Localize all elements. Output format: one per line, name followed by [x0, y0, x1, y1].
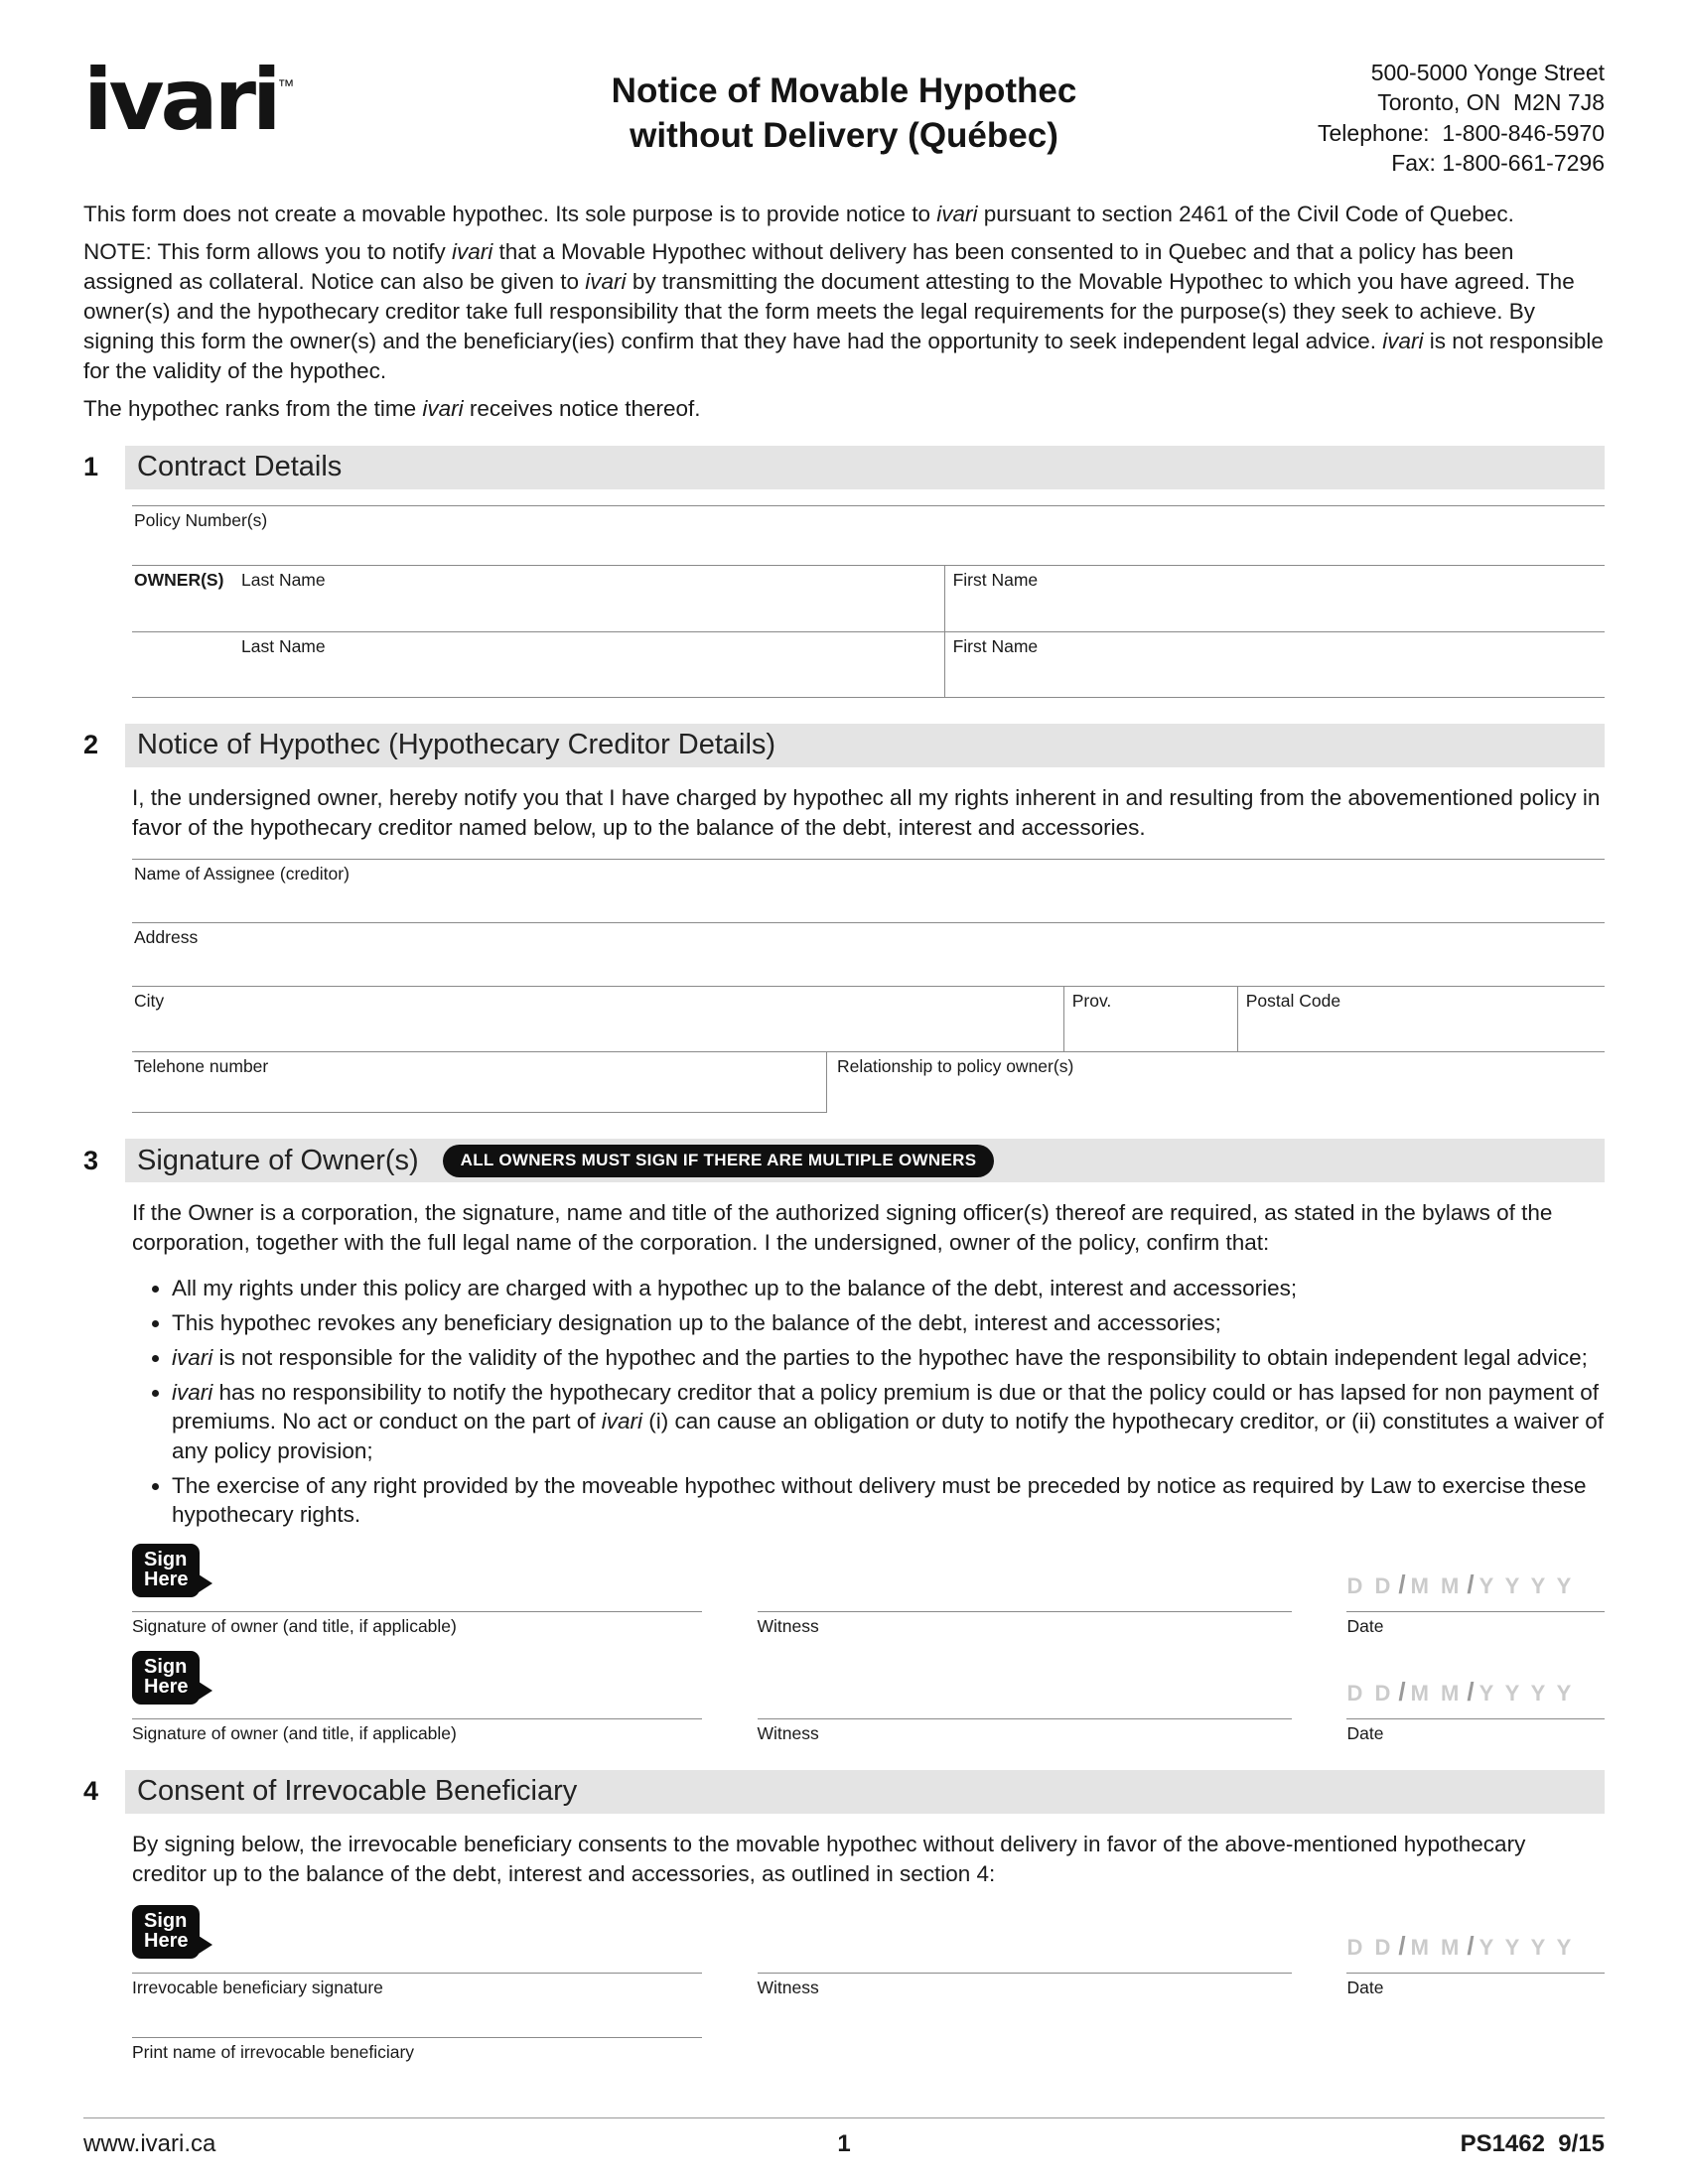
- assignee-name-label: Name of Assignee (creditor): [134, 864, 350, 885]
- section4-title: Consent of Irrevocable Beneficiary: [137, 1775, 578, 1808]
- owner-confirmation-list: [132, 1274, 1605, 1530]
- owner-signature-row-1: [132, 1544, 1605, 1637]
- beneficiary-signature-row: [132, 1905, 1605, 1998]
- date2-line[interactable]: [1346, 1709, 1605, 1719]
- owners-table: [132, 565, 1605, 698]
- section4-number: 4: [83, 1776, 99, 1807]
- date-placeholder: D D / M M / Y Y Y Y: [1346, 1569, 1575, 1599]
- section3-number: 3: [83, 1145, 99, 1175]
- section-consent-irrevocable-beneficiary: [83, 1770, 1605, 2063]
- telephone-relationship-row: [132, 1051, 1605, 1113]
- section-notice-of-hypothec: [83, 724, 1605, 1139]
- witness3-signature-line[interactable]: [758, 1964, 1292, 1974]
- print-name-block: [132, 2028, 702, 2063]
- city-field[interactable]: [132, 987, 1064, 1051]
- bullet-rights-charged: • All my rights under this policy are charged with a hypothec up to the balance of the debt, interest and accessories;: [172, 1274, 1605, 1303]
- date-label: Date: [1346, 1977, 1384, 1997]
- section4-paragraph: By signing below, the irrevocable beneficiary consents to the movable hypothec without delivery in favor of the above-mentioned hypothecary creditor up to the balance of the debt, interest and accessories, as outlined in section 4:: [132, 1831, 1526, 1886]
- address-street: 500-5000 Yonge Street: [1370, 60, 1606, 85]
- bullet-no-responsibility: • ivari has no responsibility to notify the hypothecary creditor that a policy premium is due or that the policy could or has lapsed for non payment of premiums. No act or conduct on the part of ivari (i) can cause an obligation or duty to notify the hypothecary creditor, or (ii) constitutes a waiver of any policy provision;: [172, 1378, 1605, 1466]
- date-placeholder: D D / M M / Y Y Y Y: [1346, 1676, 1575, 1706]
- owners-label-spacer: [134, 636, 241, 697]
- logo-wordmark: ivari: [83, 51, 278, 150]
- witness-label: Witness: [757, 1977, 819, 1997]
- address-city: Toronto, ON M2N 7J8: [1377, 89, 1606, 116]
- creditor-address-label: Address: [134, 927, 199, 948]
- witness-label: Witness: [757, 1722, 819, 1743]
- form-title-line-1: Notice of Movable Hypothec: [611, 71, 1077, 110]
- section2-title: Notice of Hypothec (Hypothecary Creditor Details): [137, 729, 776, 761]
- section1-title: Contract Details: [137, 451, 343, 483]
- section4-title-bar: [125, 1770, 1605, 1814]
- date-label: Date: [1346, 1722, 1384, 1743]
- intro-paragraph-3: The hypothec ranks from the time ivari receives notice thereof.: [83, 395, 701, 421]
- intro-block: [83, 200, 1605, 445]
- section4-header: [83, 1770, 1605, 1814]
- owner2-last-name-field[interactable]: [132, 632, 945, 697]
- owner1-last-name-label: Last Name: [241, 569, 326, 590]
- owner1-last-name-field[interactable]: [132, 566, 945, 631]
- owner2-first-name-field[interactable]: [945, 632, 1605, 697]
- owner-row-1: [132, 566, 1605, 631]
- postal-code-label: Postal Code: [1245, 991, 1341, 1012]
- intro-paragraph-2: NOTE: This form allows you to notify ivari that a Movable Hypothec without delivery has been consented to in Quebec and that a policy has been assigned as collateral. Notice can also be given to ivari by transmitting the document attesting to the Movable Hypothec to which you have agreed. The owner(s) and the hypothecary creditor take full responsibility that the form meets the legal requirements for the purpose(s) they seek to achieve. By signing this form the owner(s) and the beneficiary(ies) confirm that they have had the opportunity to seek independent legal advice. ivari is not responsible for the validity of the hypothec.: [83, 239, 1604, 384]
- owner2-first-name-label: First Name: [952, 635, 1039, 656]
- date1-line[interactable]: [1346, 1602, 1605, 1612]
- owners-label: OWNER(S): [134, 569, 224, 590]
- owner-row-2: [132, 631, 1605, 697]
- website-url: www.ivari.ca: [83, 2130, 216, 2157]
- relationship-label: Relationship to policy owner(s): [836, 1056, 1074, 1077]
- form-header: [83, 51, 1606, 178]
- province-label: Prov.: [1071, 991, 1112, 1012]
- section3-header: [83, 1139, 1605, 1182]
- ivari-logo: [83, 51, 612, 150]
- intro-paragraph-1: This form does not create a movable hypothec. Its sole purpose is to provide notice to ivari pursuant to section 2461 of the Civil Code of Quebec.: [83, 202, 1514, 227]
- telephone-field[interactable]: [132, 1052, 827, 1113]
- section1-header: [83, 446, 1605, 489]
- address-telephone: Telephone: 1-800-846-5970: [1318, 119, 1606, 146]
- section3-title: Signature of Owner(s): [137, 1144, 419, 1176]
- section2-title-bar: [125, 724, 1605, 767]
- section3-paragraph: If the Owner is a corporation, the signature, name and title of the authorized signing officer(s) thereof are required, as stated in the bylaws of the corporation, together with the full legal name of the corporation. I the undersigned, owner of the policy, confirm that:: [132, 1200, 1553, 1256]
- owner-signature-row-2: [132, 1651, 1605, 1744]
- city-prov-postal-row: [132, 986, 1605, 1051]
- form-code: PS1462 9/15: [1460, 2130, 1606, 2157]
- section2-header: [83, 724, 1605, 767]
- owner2-last-name-label: Last Name: [241, 635, 326, 656]
- witness1-signature-line[interactable]: [758, 1602, 1292, 1612]
- province-field[interactable]: [1064, 987, 1238, 1051]
- section-signature-of-owners: [83, 1139, 1605, 1769]
- postal-code-field[interactable]: [1238, 987, 1605, 1051]
- section-contract-details: [83, 446, 1605, 724]
- date-placeholder: D D / M M / Y Y Y Y: [1346, 1930, 1575, 1961]
- policy-number-label: Policy Number(s): [134, 509, 268, 530]
- creditor-address-field[interactable]: [132, 922, 1605, 986]
- form-title-line-2: without Delivery (Québec): [630, 115, 1058, 155]
- sign-here-badge: Sign Here: [132, 1651, 200, 1705]
- page-footer: [83, 2117, 1605, 2158]
- company-address: [1076, 54, 1605, 178]
- owner-signature-label: Signature of owner (and title, if applicable): [132, 1615, 457, 1636]
- telephone-label: Telehone number: [134, 1056, 269, 1077]
- sign-here-badge: Sign Here: [132, 1905, 200, 1959]
- sign-here-badge: Sign Here: [132, 1544, 200, 1597]
- policy-number-field[interactable]: [132, 505, 1605, 565]
- print-name-label: Print name of irrevocable beneficiary: [132, 2041, 415, 2062]
- section2-number: 2: [83, 730, 99, 760]
- trademark-symbol: ™: [277, 76, 295, 95]
- witness2-signature-line[interactable]: [758, 1709, 1292, 1719]
- city-label: City: [134, 991, 165, 1012]
- date-label: Date: [1346, 1615, 1384, 1636]
- bullet-revokes-beneficiary: • This hypothec revokes any beneficiary designation up to the balance of the debt, interest and accessories;: [172, 1308, 1605, 1338]
- section3-title-bar: [125, 1139, 1605, 1182]
- owner1-first-name-field[interactable]: [945, 566, 1605, 631]
- beneficiary-signature-label: Irrevocable beneficiary signature: [132, 1977, 383, 1997]
- form-title: [612, 54, 1077, 159]
- section2-paragraph: I, the undersigned owner, hereby notify you that I have charged by hypothec all my rights inherent in and resulting from the abovementioned policy in favor of the hypothecary creditor named below, up to the balance of the debt, interest and accessories.: [132, 784, 1601, 841]
- owner1-first-name-label: First Name: [952, 569, 1039, 590]
- assignee-name-field[interactable]: [132, 859, 1605, 922]
- print-name-line[interactable]: [132, 2028, 702, 2038]
- bullet-validity: • ivari is not responsible for the validity of the hypothec and the parties to the hypothec have the responsibility to obtain independent legal advice;: [172, 1343, 1605, 1373]
- owner-signature-label: Signature of owner (and title, if applicable): [132, 1722, 457, 1743]
- witness-label: Witness: [757, 1615, 819, 1636]
- page-number: 1: [837, 2130, 851, 2157]
- section1-title-bar: [125, 446, 1605, 489]
- bullet-exercise-of-right: • The exercise of any right provided by the moveable hypothec without delivery must be preceded by notice as required by Law to exercise these hypothecary rights.: [172, 1471, 1605, 1530]
- date3-line[interactable]: [1346, 1964, 1605, 1974]
- multiple-owners-badge: ALL OWNERS MUST SIGN IF THERE ARE MULTIPLE OWNERS: [443, 1145, 995, 1177]
- owner1-signature-line[interactable]: [132, 1602, 702, 1612]
- relationship-field[interactable]: [827, 1052, 1605, 1113]
- owner2-signature-line[interactable]: [132, 1709, 702, 1719]
- address-fax: Fax: 1-800-661-7296: [1391, 150, 1606, 177]
- beneficiary-signature-line[interactable]: [132, 1964, 702, 1974]
- section1-number: 1: [83, 452, 99, 482]
